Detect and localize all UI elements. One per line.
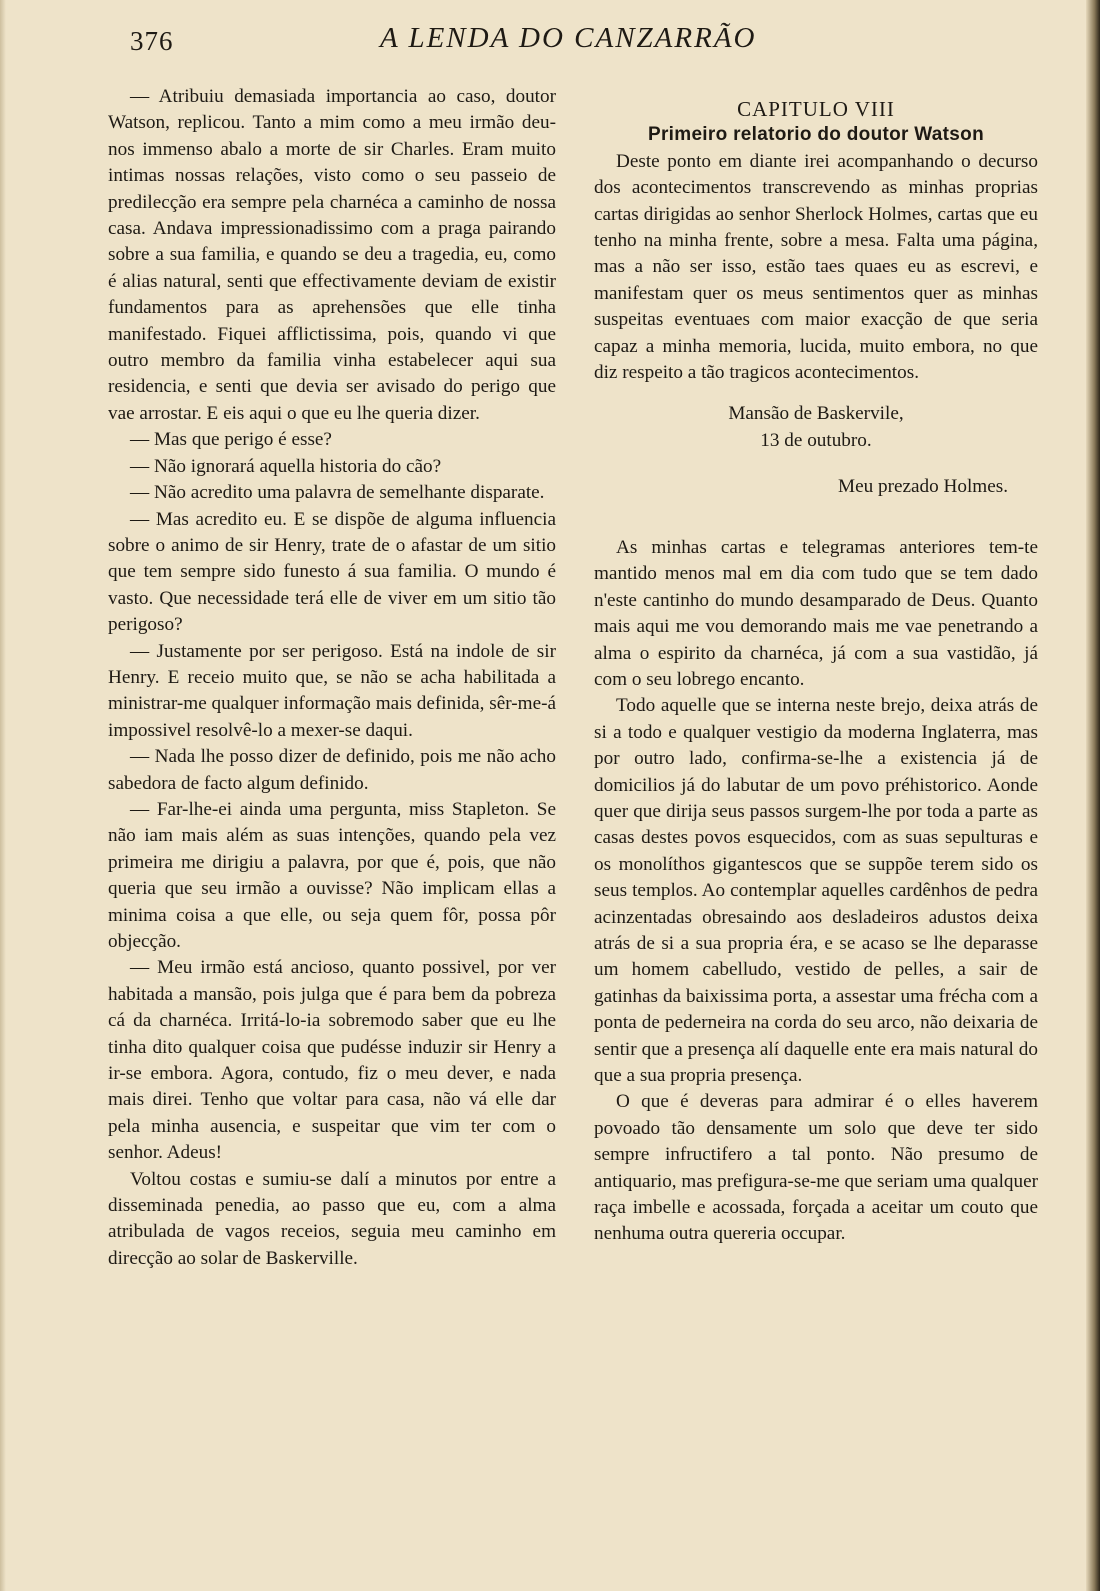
paragraph: — Meu irmão está ancioso, quanto possivel, por ver habitada a mansão, pois julga que é para bem da pobreza cá da charnéca. Irritá-lo-ia sobremodo saber que eu lhe tinha dito qualquer coisa que pudésse induzir sir Henry a ir-se embora. Agora, contudo, fiz o meu dever, e nada mais direi. Tenho que voltar para casa, não vá elle dar pela minha ausencia, e suspeitar que vim ter com o senhor. Adeus! (108, 957, 556, 1164)
left-column (108, 84, 556, 1272)
chapter-number: CAPITULO VIII (737, 97, 895, 121)
page-binding-edge (1086, 0, 1100, 1591)
paragraph: — Não acredito uma palavra de semelhante disparate. (130, 482, 545, 504)
page-left-shadow (0, 0, 6, 1591)
page-number: 376 (130, 26, 174, 56)
paragraph: — Não ignorará aquella historia do cão? (130, 455, 442, 477)
letter-place: Mansão de Baskervile, (728, 403, 904, 425)
letter-greeting: Meu prezado Holmes. (838, 476, 1008, 498)
chapter-title: Primeiro relatorio do doutor Watson (648, 124, 984, 146)
running-header (130, 20, 1030, 60)
letter-date: 13 de outubro. (760, 430, 872, 452)
paragraph: As minhas cartas e telegramas anteriores tem-te mantido menos mal em dia com tudo que se tem dado n'este cantinho do mundo desamparado de Deus. Quanto mais aqui me vou demorando mais me vae penetrando a alma o espirito da charnéca, já com a sua vastidão, já com o seu lobrego encanto. (594, 536, 1038, 690)
paragraph: Voltou costas e sumiu-se dalí a minutos por entre a disseminada penedia, ao passo que eu, com a alma atribulada de vagos receios, seguia meu caminho em direcção ao solar de Baskerville. (108, 1168, 556, 1269)
paragraph: O que é deveras para admirar é o elles haverem povoado tão densamente um solo que deve ter sido sempre infructifero a tal ponto. Não presumo de antiquario, mas prefigura-se-me que seriam uma qualquer raça imbelle e acossada, forçada a aceitar um couto que nenhuma outra quereria occupar. (594, 1091, 1038, 1245)
chapter-intro: Deste ponto em diante irei acompanhando o decurso dos acontecimentos transcrevendo as minhas proprias cartas dirigidas ao senhor Sherlock Holmes, cartas que eu tenho na minha frente, sobre a mesa. Falta uma página, mas a não ser isso, estão taes quaes eu as escrevi, e manifestam quer os meus sentimentos quer as minhas suspeitas eventuaes com maior exacção de que seria capaz a minha memoria, lucida, muito embora, no que diz respeito a tão tragicos acontecimentos. (594, 150, 1038, 384)
paragraph: — Nada lhe posso dizer de definido, pois me não acho sabedora de facto algum definido. (108, 746, 556, 794)
paragraph: Todo aquelle que se interna neste brejo, deixa atrás de si a todo e qualquer vestigio da moderna Inglaterra, mas por outro lado, confirma-se-lhe a existencia já de domicilios já do labutar de um povo préhistorico. Aonde quer que dirija seus passos surgem-lhe por toda a parte as casas destes povos esquecidos, com as suas sepulturas e os monolíthos gigantescos que se suppõe terem sido os seus templos. Ao contemplar aquelles cardênhos de pedra acinzentadas obresaindo aos desladeiros adustos deixa atrás de si a sua propria éra, e se acaso se lhe deparasse um homem cabelludo, vestido de pelles, a sair de gatinhas da baixissima porta, a assestar uma frécha com a ponta de pederneira na corda do seu arco, não deixaria de sentir que a presença alí daquelle ente era mais natural do que a sua propria presença. (594, 695, 1038, 1086)
paragraph: — Justamente por ser perigoso. Está na indole de sir Henry. E receio muito que, se não se acha habilitada a ministrar-me qualquer informação mais definida, sêr-me-á impossivel resolvê-lo a mexer-se daqui. (108, 640, 556, 741)
book-title: A LENDA DO CANZARRÃO (380, 22, 757, 54)
paragraph: — Mas acredito eu. E se dispõe de alguma influencia sobre o animo de sir Henry, trate de o afastar de um sitio que tem sempre sido funesto á sua familia. O mundo é vasto. Que necessidade terá elle de viver em um sitio tão perigoso? (108, 508, 556, 636)
right-column (594, 96, 1038, 1248)
paragraph: — Far-lhe-ei ainda uma pergunta, miss Stapleton. Se não iam mais além as suas intenções, quando pela vez primeira me dirigiu a palavra, por que é, pois, que não queria que seu irmão a ouvisse? Não implicam ellas a minima coisa a que elle, ou seja quem fôr, possa pôr objecção. (108, 798, 556, 952)
paragraph: — Mas que perigo é esse? (130, 429, 332, 451)
paragraph: — Atribuiu demasiada importancia ao caso, doutor Watson, replicou. Tanto a mim como a meu irmão deu-nos immenso abalo a morte de sir Charles. Eram muito intimas nossas relações, visto como o seu passeio de predilecção era sempre pela charnéca a caminho de nossa casa. Andava impressionadissimo com a praga pairando sobre a sua familia, e quando se deu a tragedia, eu, como é alias natural, senti que effectivamente deviam de existir fundamentos para as aprehensões que elle tinha manifestado. Fiquei afflictissima, pois, quando vi que outro membro da familia vinha estabelecer aqui sua residencia, e senti que devia ser avisado do perigo que vae arrostar. E eis aqui o que eu lhe queria dizer. (108, 86, 556, 424)
letter-heading (594, 400, 1038, 454)
